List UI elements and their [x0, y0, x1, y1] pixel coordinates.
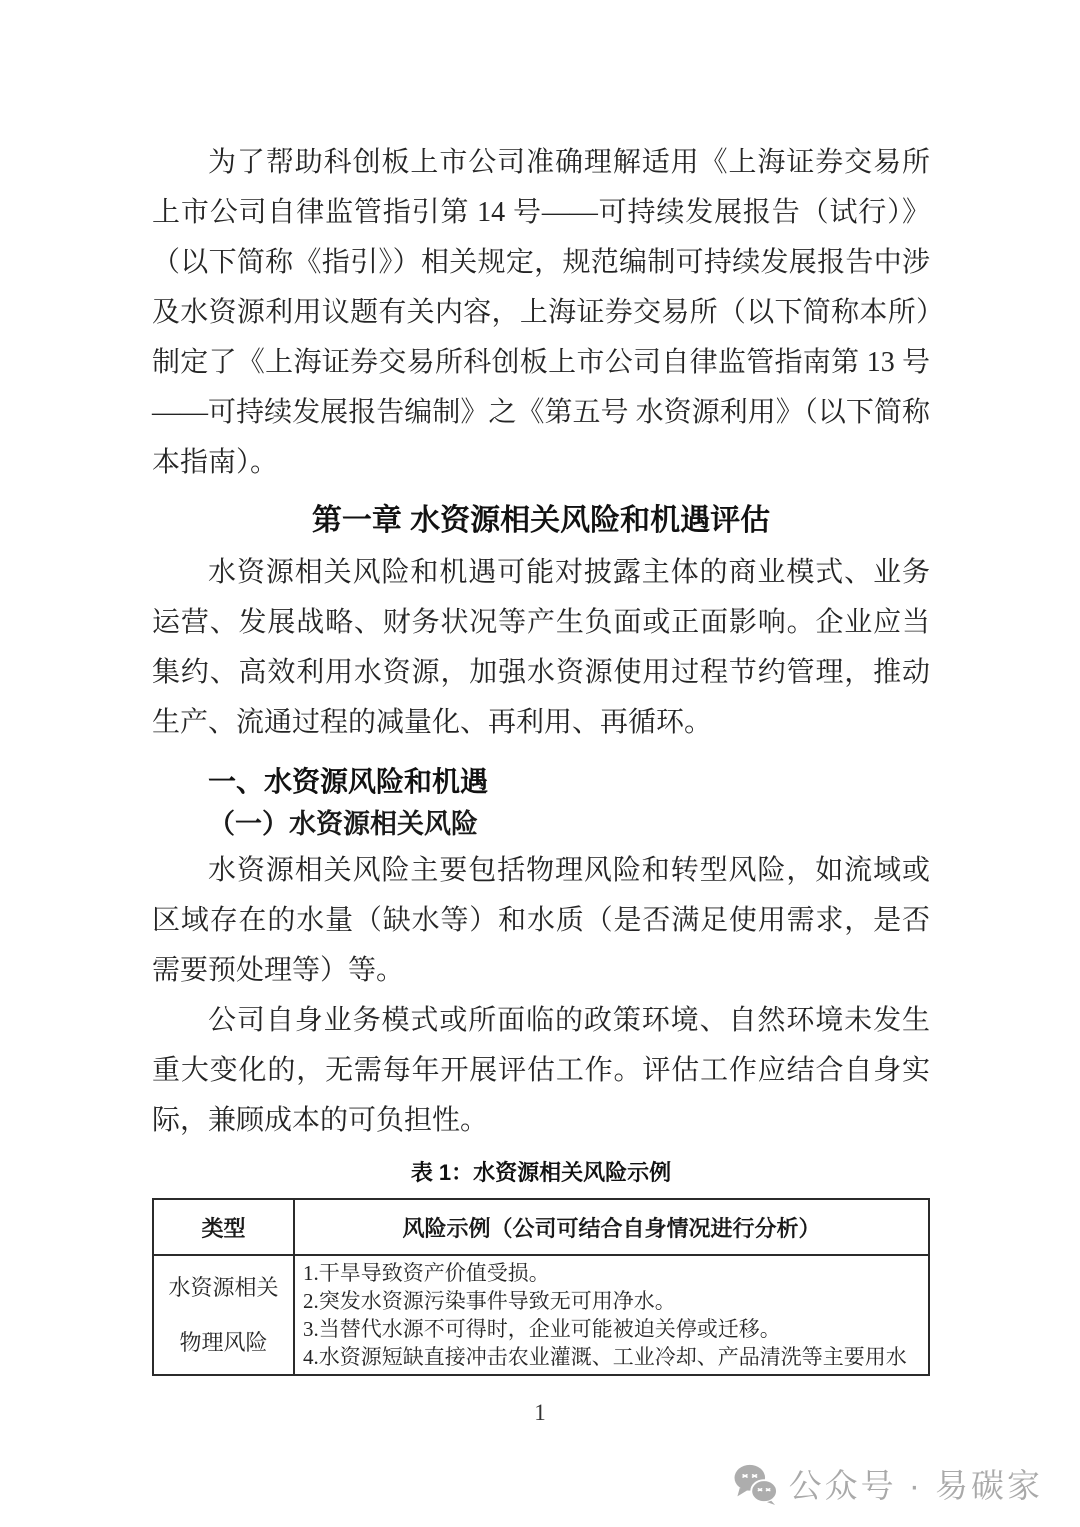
type-line-1: 水资源相关 [168, 1275, 279, 1300]
chapter-heading: 第一章 水资源相关风险和机遇评估 [311, 504, 771, 537]
type-line-2: 物理风险 [179, 1330, 268, 1355]
risk-example-item: 2.突发水资源污染事件导致无可用净水。 [303, 1289, 676, 1313]
risk-example-item: 4.水资源短缺直接冲击农业灌溉、工业冷却、产品清洗等主要用水 [303, 1345, 907, 1369]
table-header-row [153, 1199, 929, 1255]
document-content [152, 138, 930, 1376]
table-header-type: 类型 [153, 1199, 294, 1255]
table-cell-examples [294, 1255, 929, 1375]
risk-example-item: 1.干旱导致资产价值受损。 [303, 1261, 550, 1285]
footer-watermark [733, 1460, 1043, 1507]
paragraph-impact: 水资源相关风险和机遇可能对披露主体的商业模式、业务运营、发展战略、财务状况等产生负面或正面影响。企业应当集约、高效利用水资源，加强水资源使用过程节约管理，推动生产、流通过程的减量化、再利用、再循环。 [152, 557, 930, 738]
footer-watermark-text: 公众号 · 易碳家 [788, 1467, 1043, 1504]
section-heading: 一、水资源风险和机遇 [208, 766, 489, 797]
risk-table [152, 1198, 930, 1376]
wechat-icon [733, 1463, 779, 1505]
table-header-example: 风险示例（公司可结合自身情况进行分析） [294, 1199, 929, 1255]
paragraph-risk-definition: 水资源相关风险主要包括物理风险和转型风险，如流域或区域存在的水量（缺水等）和水质（是否满足使用需求，是否需要预处理等）等。 [152, 855, 930, 986]
paragraph-intro: 为了帮助科创板上市公司准确理解适用《上海证券交易所上市公司自律监管指引第 14 号——可持续发展报告（试行）》（以下简称《指引》）相关规定，规范编制可持续发展报告中涉及水资源利用议题有关内容，上海证券交易所（以下简称本所）制定了《上海证券交易所科创板上市公司自律监管指南第 13 号——可持续发展报告编制》之《第五号 水资源利用》（以下简称本指南）。 [152, 147, 930, 478]
paragraph-assessment: 公司自身业务模式或所面临的政策环境、自然环境未发生重大变化的，无需每年开展评估工作。评估工作应结合自身实际，兼顾成本的可负担性。 [152, 1005, 930, 1136]
risk-example-item: 3.当替代水源不可得时，企业可能被迫关停或迁移。 [303, 1317, 781, 1341]
table-row [153, 1255, 929, 1375]
table-cell-type [153, 1255, 294, 1375]
subsection-heading: （一）水资源相关风险 [208, 809, 478, 839]
page-number: 1 [534, 1400, 546, 1425]
table-caption: 表 1：水资源相关风险示例 [410, 1160, 672, 1185]
